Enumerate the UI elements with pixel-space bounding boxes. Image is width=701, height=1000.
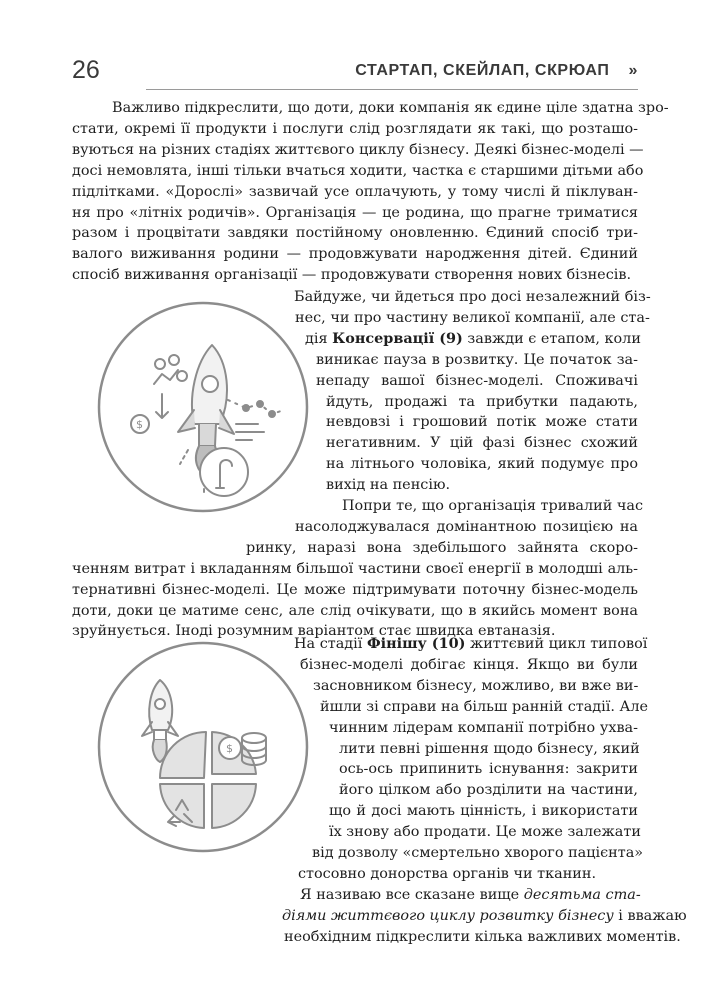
header-rule: [146, 89, 638, 90]
text-line: [294, 634, 648, 654]
text-line: спосіб виживання організації — продовжувати створення нових бізнесів.: [72, 267, 632, 284]
text-line: нес, чи про частину великої компанії, але ста-: [295, 309, 650, 326]
text-segment: завжди є етапом, коли: [462, 330, 641, 347]
text-line: засновником бізнесу, можливо, ви вже ви-: [313, 677, 639, 694]
double-chevron-icon: »: [628, 62, 638, 79]
text-line: його цілком або розділити на частини,: [339, 782, 638, 799]
text-line: тернативні бізнес-моделі. Це може підтримувати поточну бізнес-модель: [72, 581, 638, 598]
text-line: [300, 885, 641, 905]
text-line: їх знову або продати. Це може залежати: [329, 824, 641, 841]
text-line: непаду вашої бізнес-моделі. Споживачі: [316, 372, 638, 389]
rocket-conservation-illustration: [96, 300, 311, 515]
text-segment: життєвий цикл типової: [465, 636, 648, 652]
text-line: на літнього чоловіка, який подумує про: [326, 456, 638, 473]
svg-text:$: $: [136, 418, 143, 431]
text-line: насолоджувалася домінантною позицією на: [295, 518, 638, 535]
text-line: валого виживання родини — продовжувати народження дітей. Єдиний: [72, 246, 638, 263]
text-line: Важливо підкреслити, що доти, доки компанія як єдине ціле здатна зро-: [112, 100, 669, 116]
emphasis: десятьма ста-: [523, 886, 641, 903]
text-line: невдовзі і грошовий потік може стати: [326, 414, 638, 431]
text-line: ченням витрат і вкладанням більшої частини своєї енергії в молодші аль-: [72, 560, 638, 577]
text-line: від дозволу «смертельно хворого пацієнта»: [312, 845, 644, 861]
page-number: 26: [72, 56, 100, 84]
text-line: вихід на пенсію.: [326, 477, 451, 494]
text-line: разом і процвітати завдяки постійному оновленню. Єдиний спосіб три-: [72, 225, 638, 242]
text-line: ринку, наразі вона здебільшого зайнята скоро-: [246, 539, 638, 556]
stage-name: Фінішу (10): [366, 635, 466, 652]
rocket-finish-illustration: [96, 640, 311, 855]
text-line: що й досі мають цінність, і використати: [329, 803, 638, 820]
text-line: підлітками. «Дорослі» зазвичай усе оплачують, у тому числі й піклуван-: [72, 183, 638, 200]
text-line: йшли зі справи на більш ранній стадії. Але: [320, 698, 649, 715]
text-line: [282, 906, 687, 926]
text-line: ось-ось припинить існування: закрити: [339, 761, 638, 778]
emphasis: діями життєвого циклу розвитку бізнесу: [282, 907, 614, 924]
text-line: чинним лідерам компанії потрібно ухва-: [329, 719, 638, 736]
text-line: Попри те, що організація тривалий час: [342, 498, 644, 514]
text-line: йдуть, продажі та прибутки падають,: [326, 393, 638, 410]
page-header: [72, 52, 638, 92]
text-line: необхідним підкреслити кілька важливих моментів.: [284, 928, 681, 945]
text-line: ня про «літніх родичів». Організація — це родина, що прагне триматися: [72, 204, 638, 221]
text-line: лити певні рішення щодо бізнесу, який: [339, 740, 640, 757]
text-line: стосовно донорства органів чи тканин.: [298, 865, 597, 882]
svg-text:$: $: [226, 742, 233, 755]
text-segment: дія: [305, 330, 333, 347]
text-line: доти, доки це матиме сенс, але слід очікувати, що в якийсь момент вона: [72, 602, 638, 619]
text-line: [305, 329, 641, 349]
text-line: стати, окремі її продукти і послуги слід розглядати як такі, що розташо-: [72, 120, 638, 137]
text-line: виникає пауза в розвитку. Це початок за-: [316, 351, 638, 368]
text-line: негативним. У цій фазі бізнес схожий: [326, 435, 638, 452]
text-line: бізнес-моделі добігає кінця. Якщо ви були: [300, 656, 638, 673]
text-line: Байдуже, чи йдеться про досі незалежний біз-: [294, 289, 651, 305]
text-line: досі немовлята, інші тільки вчаться ходити, частка є старшими дітьми або: [72, 162, 644, 179]
text-segment: Я називаю все сказане вище: [300, 886, 524, 903]
text-line: зруйнується. Іноді розумним варіантом стає швидка евтаназія.: [72, 623, 556, 640]
running-title-text: СТАРТАП, СКЕЙЛАП, СКРЮАП: [355, 62, 610, 79]
text-segment: і вважаю: [613, 907, 687, 924]
text-line: вуються на різних стадіях життєвого циклу бізнесу. Деякі бізнес-моделі —: [72, 141, 644, 158]
running-title: [355, 62, 638, 80]
stage-name: Консервації (9): [332, 329, 463, 347]
text-segment: На стадії: [294, 636, 367, 652]
